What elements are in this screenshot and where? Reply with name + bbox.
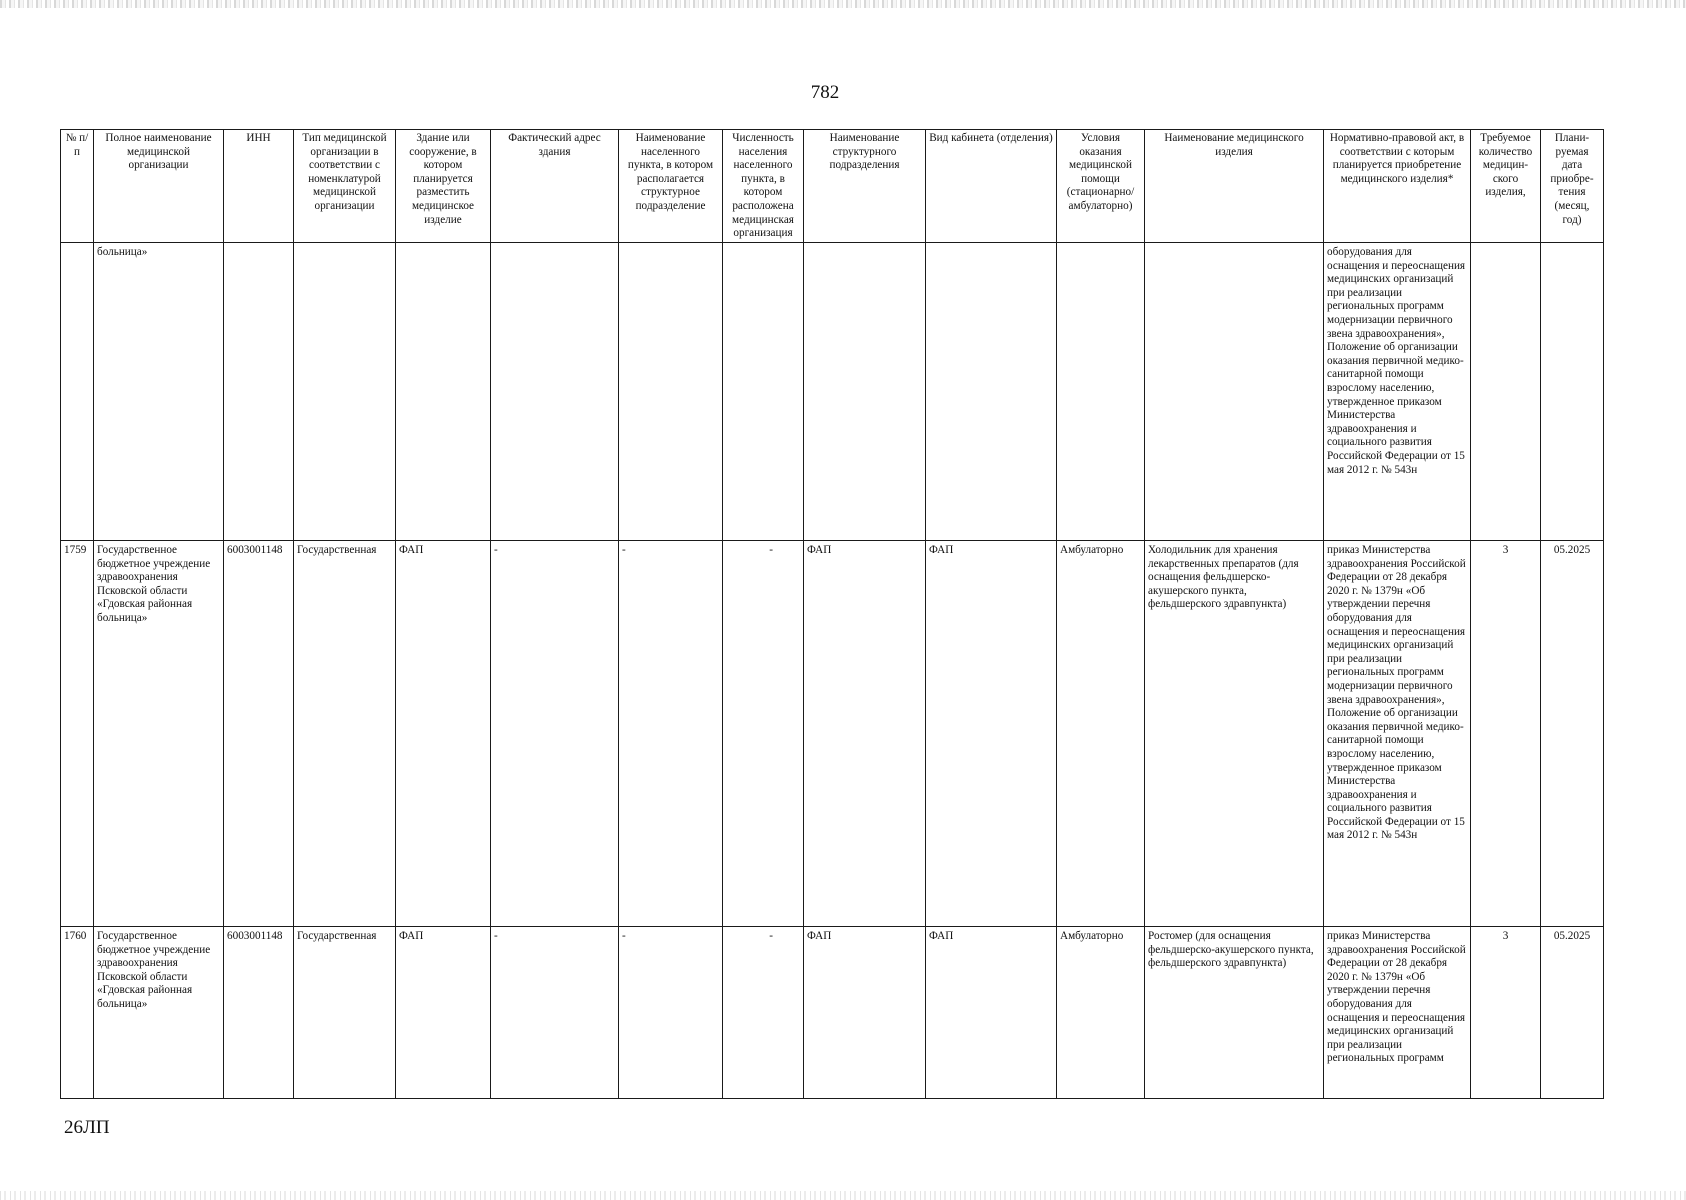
header-qty: Требуемое количество медицин-ского изделия, xyxy=(1471,130,1541,243)
cell-org: больница» xyxy=(94,243,224,541)
cell-room: ФАП xyxy=(926,541,1057,927)
cell-settlement xyxy=(619,243,723,541)
header-device: Наименование медицинского изделия xyxy=(1145,130,1324,243)
table-header-row xyxy=(61,130,1604,243)
cell-org: Государственное бюджетное учреждение здравоохранения Псковской области «Гдовская районная больница» xyxy=(94,541,224,927)
cell-address xyxy=(491,243,619,541)
cell-org: Государственное бюджетное учреждение здравоохранения Псковской области «Гдовская районная больница» xyxy=(94,927,224,1099)
cell-inn: 6003001148 xyxy=(224,927,294,1099)
header-type: Тип медицинской организации в соответствии с номенклатурой медицинской организации xyxy=(294,130,396,243)
cell-inn: 6003001148 xyxy=(224,541,294,927)
table-row-continuation xyxy=(61,243,1604,541)
cell-device xyxy=(1145,243,1324,541)
cell-date xyxy=(1541,243,1604,541)
cell-building: ФАП xyxy=(396,927,491,1099)
cell-num xyxy=(61,243,94,541)
cell-unit: ФАП xyxy=(804,927,926,1099)
cell-qty: 3 xyxy=(1471,927,1541,1099)
document-code: 26ЛП xyxy=(64,1117,110,1138)
cell-conditions: Амбулаторно xyxy=(1057,927,1145,1099)
cell-num: 1759 xyxy=(61,541,94,927)
cell-conditions xyxy=(1057,243,1145,541)
cell-qty: 3 xyxy=(1471,541,1541,927)
equipment-table xyxy=(60,129,1604,1099)
header-address: Фактический адрес здания xyxy=(491,130,619,243)
scan-edge-top xyxy=(0,0,1686,8)
header-date: Плани-руемая дата приобре-тения (месяц, год) xyxy=(1541,130,1604,243)
cell-inn xyxy=(224,243,294,541)
cell-building xyxy=(396,243,491,541)
cell-device: Ростомер (для оснащения фельдшерско-акушерского пункта, фельдшерского здравпункта) xyxy=(1145,927,1324,1099)
cell-settlement: - xyxy=(619,927,723,1099)
cell-type xyxy=(294,243,396,541)
cell-address: - xyxy=(491,541,619,927)
scan-edge-bottom xyxy=(0,1191,1686,1200)
header-building: Здание или сооружение, в котором планируется разместить медицинское изделие xyxy=(396,130,491,243)
cell-type: Государственная xyxy=(294,541,396,927)
cell-building: ФАП xyxy=(396,541,491,927)
cell-date: 05.2025 xyxy=(1541,927,1604,1099)
cell-address: - xyxy=(491,927,619,1099)
table-row xyxy=(61,541,1604,927)
cell-date: 05.2025 xyxy=(1541,541,1604,927)
header-room: Вид кабинета (отделения) xyxy=(926,130,1057,243)
header-num: № п/п xyxy=(61,130,94,243)
cell-conditions: Амбулаторно xyxy=(1057,541,1145,927)
cell-qty xyxy=(1471,243,1541,541)
cell-num: 1760 xyxy=(61,927,94,1099)
header-conditions: Условия оказания медицинской помощи (стационарно/ амбулаторно) xyxy=(1057,130,1145,243)
cell-room xyxy=(926,243,1057,541)
cell-unit xyxy=(804,243,926,541)
cell-device: Холодильник для хранения лекарственных препаратов (для оснащения фельдшерско-акушерского пункта, фельдшерского здравпункта) xyxy=(1145,541,1324,927)
cell-act: приказ Министерства здравоохранения Российской Федерации от 28 декабря 2020 г. № 1379н «Об утверждении перечня оборудования для оснащения и переоснащения медицинских организаций при реализации региональных программ xyxy=(1324,927,1471,1099)
header-inn: ИНН xyxy=(224,130,294,243)
cell-room: ФАП xyxy=(926,927,1057,1099)
header-act: Нормативно-правовой акт, в соответствии с которым планируется приобретение медицинского изделия* xyxy=(1324,130,1471,243)
header-population: Численность населения населенного пункта, в котором расположена медицинская организация xyxy=(723,130,804,243)
cell-settlement: - xyxy=(619,541,723,927)
page-number: 782 xyxy=(810,82,840,103)
cell-act: приказ Министерства здравоохранения Российской Федерации от 28 декабря 2020 г. № 1379н «Об утверждении перечня оборудования для оснащения и переоснащения медицинских организаций при реализации региональных программ модернизации первичного звена здравоохранения», Положение об организации оказания первичной медико-санитарной помощи взрослому населению, утвержденное приказом Министерства здравоохранения и социального развития Российской Федерации от 15 мая 2012 г. № 543н xyxy=(1324,541,1471,927)
cell-unit: ФАП xyxy=(804,541,926,927)
header-org: Полное наименование медицинской организации xyxy=(94,130,224,243)
header-settlement: Наименование населенного пункта, в котором располагается структурное подразделение xyxy=(619,130,723,243)
cell-population xyxy=(723,243,804,541)
header-unit: Наименование структурного подразделения xyxy=(804,130,926,243)
cell-type: Государственная xyxy=(294,927,396,1099)
cell-population: - xyxy=(723,927,804,1099)
table-row xyxy=(61,927,1604,1099)
cell-act: оборудования для оснащения и переоснащения медицинских организаций при реализации региональных программ модернизации первичного звена здравоохранения», Положение об организации оказания первичной медико-санитарной помощи взрослому населению, утвержденное приказом Министерства здравоохранения и социального развития Российской Федерации от 15 мая 2012 г. № 543н xyxy=(1324,243,1471,541)
cell-population: - xyxy=(723,541,804,927)
